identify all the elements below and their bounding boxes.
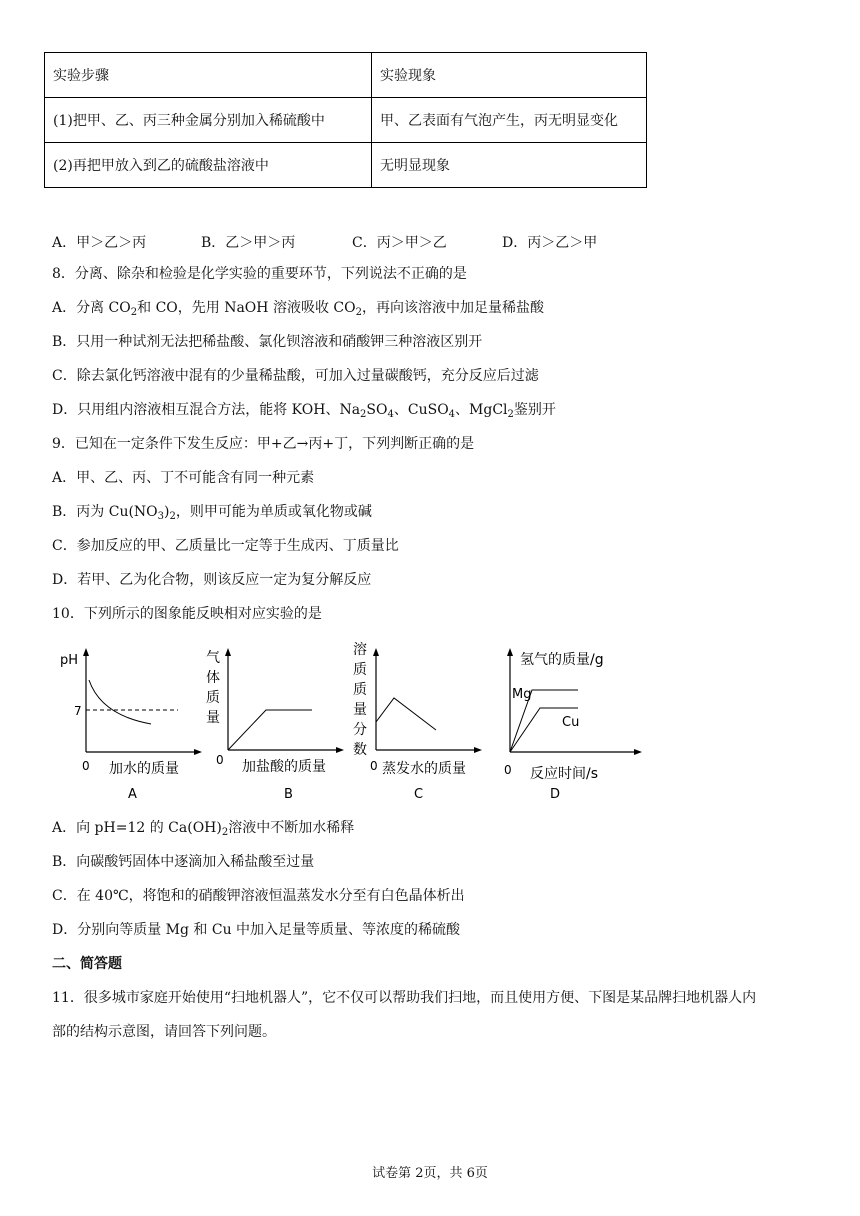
chart-b bbox=[204, 640, 354, 805]
q7-option-b: B．乙＞甲＞丙 bbox=[201, 235, 296, 251]
q7-option-a: A．甲＞乙＞丙 bbox=[52, 235, 147, 251]
table-row bbox=[45, 98, 647, 143]
chart-c-y-label: 质 bbox=[353, 662, 367, 678]
chart-a-x-label: 加水的质量 bbox=[109, 761, 179, 777]
q7-option-c: C．丙＞甲＞乙 bbox=[352, 235, 447, 251]
chart-a-origin: 0 bbox=[82, 759, 90, 773]
chart-c-y-arrow bbox=[373, 648, 379, 656]
table-cell: 甲、乙表面有气泡产生，丙无明显变化 bbox=[372, 98, 647, 143]
chart-b-y-label: 质 bbox=[206, 690, 220, 706]
chart-d-x-label: 反应时间/s bbox=[530, 766, 599, 782]
chart-a-caption: A bbox=[128, 787, 137, 802]
chart-a-y-label: pH bbox=[60, 653, 79, 668]
q10-stem: 10．下列所示的图象能反映相对应实验的是 bbox=[52, 606, 322, 622]
chart-b-line bbox=[228, 710, 312, 750]
chart-b-y-label: 气 bbox=[206, 650, 220, 666]
q7-option-d: D．丙＞乙＞甲 bbox=[502, 235, 598, 251]
q11-line-1: 11．很多城市家庭开始使用“扫地机器人”，它不仅可以帮助我们扫地，而且使用方便、下图是某品牌扫地机器人内 bbox=[52, 990, 757, 1006]
chart-c-origin: 0 bbox=[370, 759, 378, 773]
q8-stem: 8．分离、除杂和检验是化学实验的重要环节，下列说法不正确的是 bbox=[52, 266, 467, 282]
q8-option-b: B．只用一种试剂无法把稀盐酸、氯化钡溶液和硝酸钾三种溶液区别开 bbox=[52, 334, 483, 350]
chart-a-x-arrow bbox=[194, 749, 202, 755]
chart-b-x-arrow bbox=[336, 747, 344, 753]
chart-c-line bbox=[376, 698, 436, 730]
chart-d-caption: D bbox=[550, 787, 561, 802]
chart-c-caption: C bbox=[414, 787, 424, 802]
q10-option-d: D．分别向等质量 Mg 和 Cu 中加入足量等质量、等浓度的稀硫酸 bbox=[52, 922, 461, 938]
chart-c-y-label: 质 bbox=[353, 682, 367, 698]
table-header-cell: 实验步骤 bbox=[45, 53, 372, 98]
chart-d-mg-label: Mg bbox=[512, 687, 532, 702]
chart-a bbox=[56, 640, 206, 805]
q9-stem: 9．已知在一定条件下发生反应：甲+乙→丙+丁，下列判断正确的是 bbox=[52, 436, 475, 452]
chart-c-x-arrow bbox=[474, 747, 482, 753]
chart-c-y-label: 溶 bbox=[353, 642, 367, 658]
chart-d-origin: 0 bbox=[504, 763, 512, 777]
section-heading: 二、简答题 bbox=[52, 956, 122, 972]
chart-c-x-label: 蒸发水的质量 bbox=[382, 761, 466, 777]
q9-option-d: D．若甲、乙为化合物，则该反应一定为复分解反应 bbox=[52, 572, 372, 588]
chart-d-y-arrow bbox=[507, 648, 513, 656]
table-cell: 无明显现象 bbox=[372, 143, 647, 188]
q9-option-c: C．参加反应的甲、乙质量比一定等于生成丙、丁质量比 bbox=[52, 538, 399, 554]
chart-b-x-label: 加盐酸的质量 bbox=[242, 759, 326, 775]
chart-c-y-label: 数 bbox=[353, 742, 367, 758]
experiment-table bbox=[44, 52, 647, 188]
q10-option-c: C．在 40℃，将饱和的硝酸钾溶液恒温蒸发水分至有白色晶体析出 bbox=[52, 888, 465, 904]
chart-a-y-tick: 7 bbox=[74, 704, 82, 718]
chart-c bbox=[350, 640, 500, 805]
q10-option-b: B．向碳酸钙固体中逐滴加入稀盐酸至过量 bbox=[52, 854, 315, 870]
q9-option-b: B．丙为 $Cu(NO_3)_2$，则甲可能为单质或氧化物或碱 bbox=[52, 504, 372, 522]
chart-d-cu-label: Cu bbox=[562, 715, 580, 730]
chart-d bbox=[500, 640, 650, 805]
chart-b-y-label: 体 bbox=[206, 670, 220, 686]
q9-option-a: A．甲、乙、丙、丁不可能含有同一种元素 bbox=[52, 470, 315, 486]
chart-b-caption: B bbox=[284, 787, 293, 802]
table-header-cell: 实验现象 bbox=[372, 53, 647, 98]
page-footer: 试卷第 2页，共 6页 bbox=[372, 1166, 488, 1181]
q8-option-d: D．只用组内溶液相互混合方法，能将 KOH、$Na_2SO_4$、CuSO$_4$、MgCl$_2$鉴别开 bbox=[52, 402, 556, 420]
table-row bbox=[45, 53, 647, 98]
q8-option-a: A．分离 $CO_2$和 CO，先用 NaOH 溶液吸收 $CO_2$，再向该溶液中加足量稀盐酸 bbox=[52, 300, 544, 318]
chart-b-y-arrow bbox=[225, 648, 231, 656]
table-cell: (2)再把甲放入到乙的硫酸盐溶液中 bbox=[45, 143, 372, 188]
chart-d-y-label: 氢气的质量/g bbox=[520, 652, 604, 668]
chart-a-curve bbox=[89, 680, 151, 724]
q11-line-2: 部的结构示意图，请回答下列问题。 bbox=[52, 1024, 276, 1040]
chart-b-origin: 0 bbox=[216, 753, 224, 767]
q10-option-a: A．向 pH=12 的 $Ca(OH)_2$溶液中不断加水稀释 bbox=[52, 820, 355, 838]
chart-d-x-arrow bbox=[634, 749, 642, 755]
chart-b-y-label: 量 bbox=[206, 710, 220, 726]
chart-a-y-arrow bbox=[83, 648, 89, 656]
table-row bbox=[45, 143, 647, 188]
chart-c-y-label: 分 bbox=[353, 722, 367, 738]
chart-c-y-label: 量 bbox=[353, 702, 367, 718]
q8-option-c: C．除去氯化钙溶液中混有的少量稀盐酸，可加入过量碳酸钙，充分反应后过滤 bbox=[52, 368, 539, 384]
table-cell: (1)把甲、乙、丙三种金属分别加入稀硫酸中 bbox=[45, 98, 372, 143]
